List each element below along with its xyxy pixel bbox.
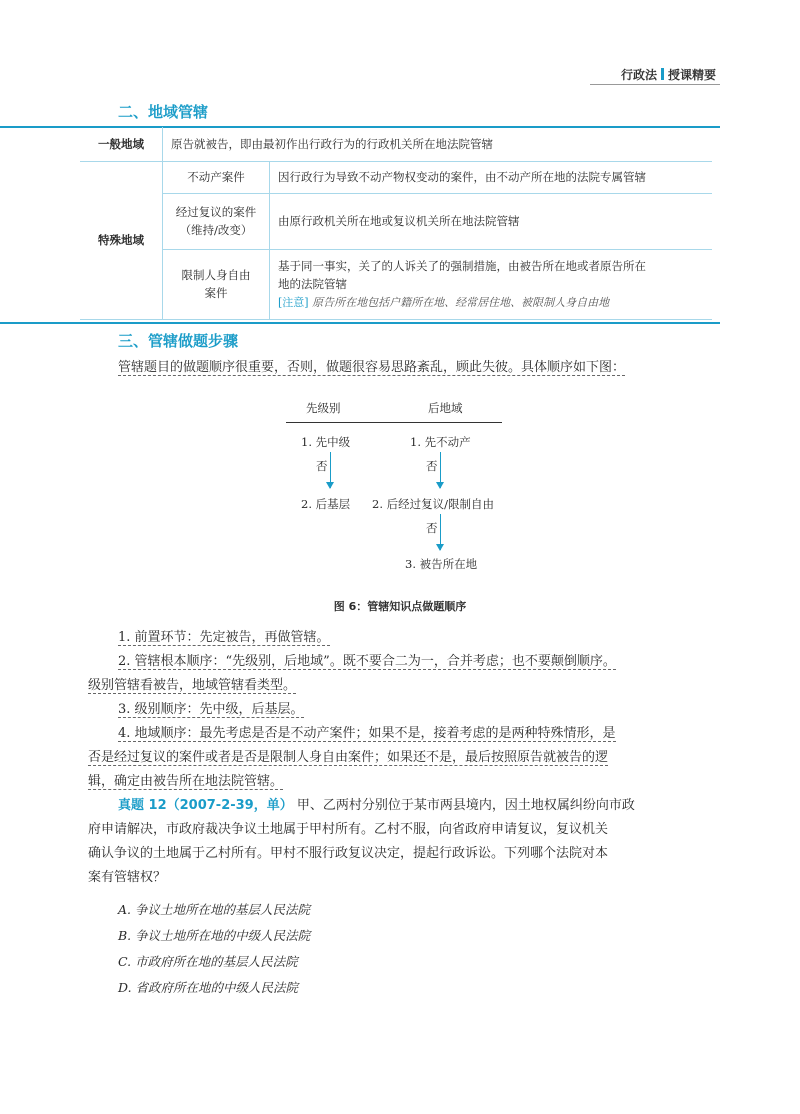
jurisdiction-table bbox=[80, 127, 712, 320]
option-d: D. 省政府所在地的中级人民法院 bbox=[118, 980, 299, 995]
question-line: 真题 12（2007-2-39，单） 甲、乙两村分别位于某市两县境内，因土地权属纠纷向市政 bbox=[118, 798, 635, 813]
header-section: 授课精要 bbox=[667, 68, 716, 82]
figure-caption: 图 6：管辖知识点做题顺序 bbox=[333, 600, 467, 613]
option-b: B. 争议土地所在地的中级人民法院 bbox=[118, 928, 311, 943]
flow-no: 否 bbox=[426, 459, 438, 473]
note: [注意] 原告所在地包括户籍所在地、经常居住地、被限制人身自由地 bbox=[278, 295, 610, 309]
question-line: 确认争议的土地属于乙村所有。甲村不服行政复议决定，提起行政诉讼。下列哪个法院对本 bbox=[88, 846, 609, 861]
row-type: 限制人身自由 案件 bbox=[163, 249, 270, 319]
row-type: 经过复议的案件 （维持/改变） bbox=[163, 193, 270, 249]
table-bottom-rule bbox=[0, 322, 720, 324]
flow-step: 1. 先不动产 bbox=[410, 435, 471, 449]
general-label: 一般地域 bbox=[80, 127, 163, 161]
flow-arrow bbox=[440, 452, 441, 488]
table-row bbox=[80, 161, 712, 193]
flow-no: 否 bbox=[426, 521, 438, 535]
flow-step: 2. 后经过复议/限制自由 bbox=[372, 497, 495, 511]
flow-arrow bbox=[330, 452, 331, 488]
point-4-cont: 否是经过复议的案件或者是否是限制人身自由案件；如果还不是，最后按照原告就被告的逻 bbox=[88, 750, 609, 765]
flow-no: 否 bbox=[316, 459, 328, 473]
point-2: 2. 管辖根本顺序：“先级别，后地域”。既不要合二为一，合并考虑；也不要颠倒顺序。 bbox=[118, 654, 616, 669]
running-header bbox=[621, 66, 716, 83]
option-a: A. 争议土地所在地的基层人民法院 bbox=[118, 902, 310, 917]
special-label: 特殊地域 bbox=[80, 161, 163, 319]
point-1: 1. 前置环节：先定被告，再做管辖。 bbox=[118, 630, 330, 645]
question-line: 府申请解决，市政府裁决争议土地属于甲村所有。乙村不服，向省政府申请复议，复议机关 bbox=[88, 822, 609, 837]
section2-title: 二、地域管辖 bbox=[118, 103, 209, 121]
question-line: 案有管辖权？ bbox=[88, 870, 167, 885]
header-subject: 行政法 bbox=[620, 68, 657, 82]
header-divider bbox=[661, 68, 664, 80]
row-type: 不动产案件 bbox=[163, 161, 270, 193]
point-2-cont: 级别管辖看被告，地域管辖看类型。 bbox=[88, 678, 297, 693]
section3-intro: 管辖题目的做题顺序很重要，否则，做题很容易思路紊乱，顾此失彼。具体顺序如下图： bbox=[118, 360, 626, 375]
option-c: C. 市政府所在地的基层人民法院 bbox=[118, 954, 298, 969]
general-text: 原告就被告，即由最初作出行政行为的行政机关所在地法院管辖 bbox=[163, 127, 713, 161]
table-row bbox=[80, 193, 712, 249]
row-text: 基于同一事实，关了的人诉关了的强制措施，由被告所在地或者原告所在 地的法院管辖 [注意] 原告所在地包括户籍所在地、经常居住地、被限制人身自由地 bbox=[270, 249, 713, 319]
header-rule bbox=[590, 84, 720, 85]
flow-col2-head: 后地域 bbox=[428, 401, 463, 415]
flow-arrow bbox=[440, 514, 441, 550]
flow-step: 2. 后基层 bbox=[301, 497, 351, 511]
point-4-cont: 辑，确定由被告所在地法院管辖。 bbox=[88, 774, 284, 789]
flow-head-rule bbox=[286, 422, 502, 423]
row-text: 由原行政机关所在地或复议机关所在地法院管辖 bbox=[270, 193, 713, 249]
flow-step: 3. 被告所在地 bbox=[405, 557, 478, 571]
point-3: 3. 级别顺序：先中级，后基层。 bbox=[118, 702, 304, 717]
table-row bbox=[80, 249, 712, 319]
flow-col1-head: 先级别 bbox=[306, 401, 341, 415]
point-4: 4. 地域顺序：最先考虑是否是不动产案件；如果不是，接着考虑的是两种特殊情形，是 bbox=[118, 726, 616, 741]
row-text: 因行政行为导致不动产物权变动的案件，由不动产所在地的法院专属管辖 bbox=[270, 161, 713, 193]
flow-step: 1. 先中级 bbox=[301, 435, 351, 449]
question-tag: 真题 12（2007-2-39，单） bbox=[118, 798, 293, 813]
section3-title: 三、管辖做题步骤 bbox=[118, 332, 239, 350]
table-row bbox=[80, 127, 712, 161]
